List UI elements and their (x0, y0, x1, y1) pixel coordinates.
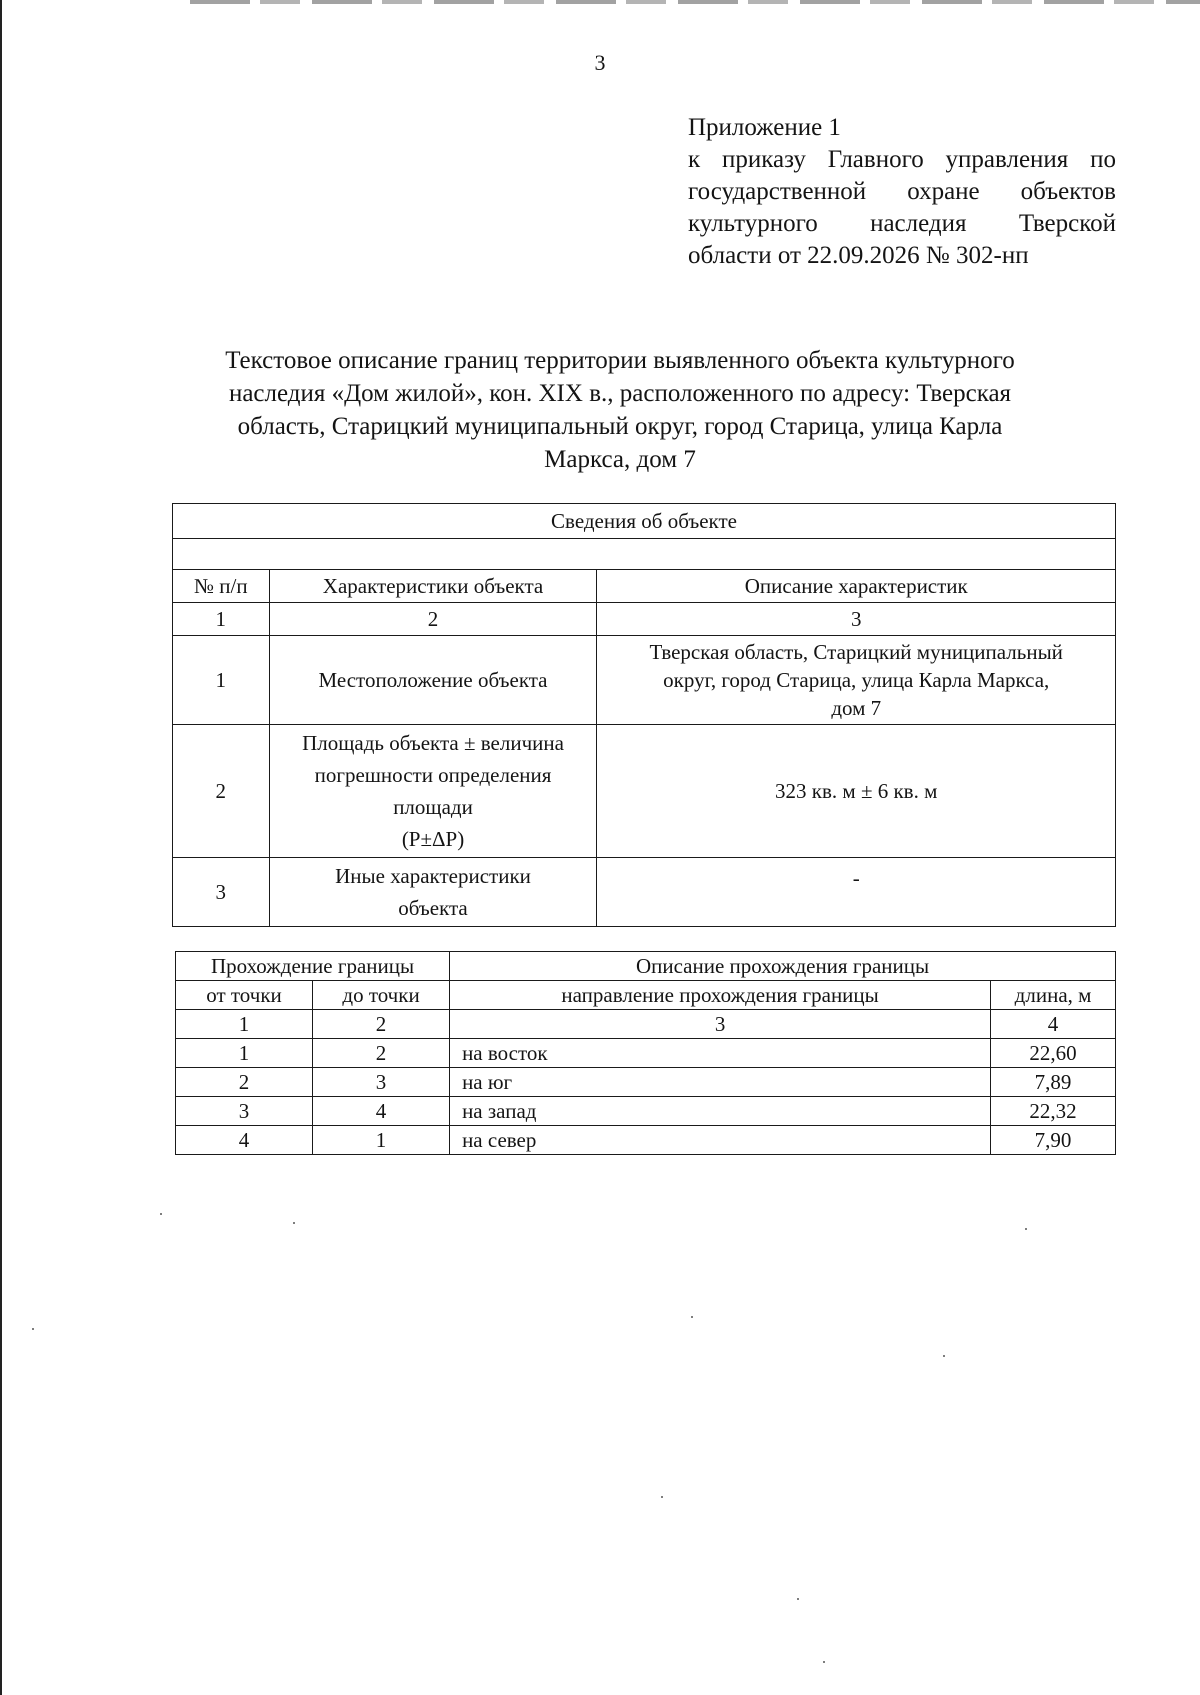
direction: на восток (450, 1039, 991, 1068)
cell-line: 323 кв. м ± 6 кв. м (775, 779, 938, 803)
empty-cell (173, 539, 1116, 570)
row-number: 1 (173, 636, 270, 725)
numbering-cell: 2 (313, 1010, 450, 1039)
to-point: 1 (313, 1126, 450, 1155)
from-point: 1 (176, 1039, 313, 1068)
appendix-reference (688, 112, 1116, 272)
header-cell: от точки (176, 981, 313, 1010)
scan-top-edge (190, 0, 1200, 4)
scan-left-edge (0, 0, 2, 1695)
length: 7,90 (991, 1126, 1116, 1155)
numbering-cell: 1 (173, 603, 270, 636)
table-row (176, 1126, 1116, 1155)
object-info-table (172, 503, 1116, 927)
header-cell: длина, м (991, 981, 1116, 1010)
characteristic-value (597, 858, 1116, 927)
page-number: 3 (594, 50, 606, 75)
scan-speck (32, 1328, 34, 1330)
from-point: 2 (176, 1068, 313, 1097)
row-number: 2 (173, 725, 270, 858)
table-row (176, 1097, 1116, 1126)
group-header-cell: Прохождение границы (176, 952, 450, 981)
numbering-cell: 2 (269, 603, 597, 636)
to-point: 4 (313, 1097, 450, 1126)
characteristic-name (269, 725, 597, 858)
table-row (176, 1068, 1116, 1097)
cell-line: Иные характеристики (335, 864, 531, 888)
scan-speck (691, 1316, 693, 1318)
appendix-line: к приказу Главного управления по (688, 146, 1116, 173)
from-point: 4 (176, 1126, 313, 1155)
direction: на запад (450, 1097, 991, 1126)
header-cell: Характеристики объекта (269, 570, 597, 603)
title-line: Маркса, дом 7 (544, 446, 696, 473)
characteristic-value (597, 636, 1116, 725)
group-header-cell: Описание прохождения границы (450, 952, 1116, 981)
header-cell: Описание характеристик (597, 570, 1116, 603)
scan-speck (160, 1213, 162, 1215)
appendix-line: области от 22.09.2026 № 302-нп (688, 242, 1029, 269)
cell-line: Площадь объекта ± величина (302, 731, 564, 755)
document-title (160, 344, 1080, 476)
row-number: 3 (173, 858, 270, 927)
scan-speck (797, 1598, 799, 1600)
cell-line: дом 7 (831, 696, 882, 720)
numbering-row (173, 603, 1116, 636)
table-row (173, 858, 1116, 927)
numbering-cell: 3 (450, 1010, 991, 1039)
characteristic-name (269, 636, 597, 725)
appendix-line: государственной охране объектов (688, 178, 1116, 205)
group-header-row (176, 952, 1116, 981)
direction: на север (450, 1126, 991, 1155)
characteristic-value (597, 725, 1116, 858)
scan-speck (1025, 1228, 1027, 1230)
scan-speck (293, 1222, 295, 1224)
scan-speck (823, 1661, 825, 1663)
cell-line: - (852, 866, 860, 890)
scan-speck (943, 1355, 945, 1357)
table-row (173, 636, 1116, 725)
table-header-row (176, 981, 1116, 1010)
numbering-cell: 3 (597, 603, 1116, 636)
appendix-line: культурного наследия Тверской (688, 210, 1116, 237)
table-row (176, 1039, 1116, 1068)
table-caption-row (173, 504, 1116, 539)
cell-line: (P±ΔP) (401, 827, 465, 851)
length: 7,89 (991, 1068, 1116, 1097)
cell-line: Местоположение объекта (318, 668, 548, 692)
cell-line: площади (393, 795, 473, 819)
table-header-row (173, 570, 1116, 603)
numbering-cell: 4 (991, 1010, 1116, 1039)
to-point: 2 (313, 1039, 450, 1068)
scan-speck (661, 1496, 663, 1498)
length: 22,32 (991, 1097, 1116, 1126)
to-point: 3 (313, 1068, 450, 1097)
characteristic-name (269, 858, 597, 927)
from-point: 3 (176, 1097, 313, 1126)
cell-line: погрешности определения (314, 763, 552, 787)
table-row (173, 725, 1116, 858)
cell-line: Тверская область, Старицкий муниципальный (649, 640, 1063, 664)
cell-line: округ, город Старица, улица Карла Маркса, (663, 668, 1050, 692)
title-line: область, Старицкий муниципальный округ, город Старица, улица Карла (237, 413, 1003, 440)
appendix-line: Приложение 1 (688, 114, 841, 141)
title-line: наследия «Дом жилой», кон. XIX в., расположенного по адресу: Тверская (228, 380, 1012, 407)
header-cell: направление прохождения границы (450, 981, 991, 1010)
cell-line: объекта (398, 896, 468, 920)
length: 22,60 (991, 1039, 1116, 1068)
header-cell: до точки (313, 981, 450, 1010)
table-caption: Сведения об объекте (173, 504, 1116, 539)
direction: на юг (450, 1068, 991, 1097)
table-spacer-row (173, 539, 1116, 570)
title-line: Текстовое описание границ территории выявленного объекта культурного (225, 347, 1015, 374)
numbering-row (176, 1010, 1116, 1039)
header-cell: № п/п (173, 570, 270, 603)
boundary-table (175, 951, 1116, 1155)
numbering-cell: 1 (176, 1010, 313, 1039)
